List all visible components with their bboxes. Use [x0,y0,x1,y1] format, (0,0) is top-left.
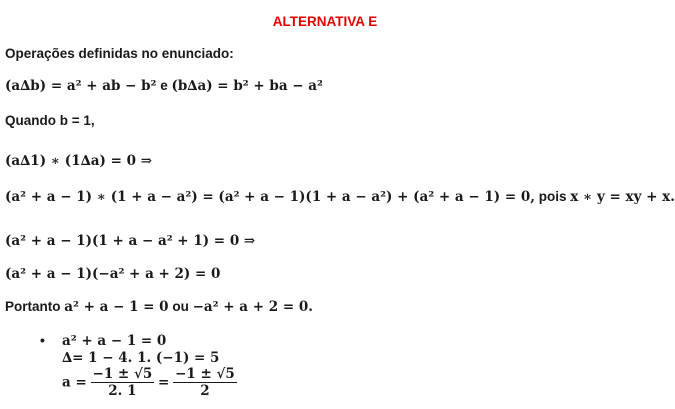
op-ba-formula: (b∆a) = b² + ba − a² [171,78,323,94]
intro-label: Operações definidas no enunciado: [5,46,234,61]
roots-fraction-1-numerator: −1 ± √5 [92,366,153,382]
roots-fraction-1 [91,366,155,399]
bullet-marker: • [40,332,45,348]
bullet-equation [62,333,166,349]
roots-lhs: a = [62,374,87,391]
star-definition: x ∗ y = xy + x. [570,189,675,205]
condition-label: Quando b = 1, [5,113,95,128]
operations-definition [5,78,323,94]
equation-4-text: (a² + a − 1)(−a² + a + 2) = 0 [5,266,221,282]
discriminant [62,350,219,366]
intro-text [5,46,234,61]
op-ab-formula: (a∆b) = a² + ab − b² [5,78,157,94]
conclusion [5,299,313,315]
roots-fraction-2 [173,366,237,399]
roots-formula [62,366,237,399]
equation-2 [5,189,675,205]
conjunction-e: e [156,78,172,93]
equation-1-text: (a∆1) ∗ (1∆a) = 0 ⇒ [5,153,153,169]
conclusion-prefix: Portanto [5,299,65,314]
discriminant-text: ∆= 1 − 4. 1. (−1) = 5 [62,350,220,366]
conclusion-eq-2: −a² + a + 2 = 0. [192,299,313,315]
conjunction-pois: pois [534,189,571,204]
roots-fraction-2-denominator: 2 [200,383,210,399]
condition-text [5,113,95,128]
conjunction-ou: ou [168,299,193,314]
answer-title: ALTERNATIVA E [272,14,378,29]
equation-3 [5,233,255,249]
equation-3-text: (a² + a − 1)(1 + a − a² + 1) = 0 ⇒ [5,233,256,249]
equation-2-text: (a² + a − 1) ∗ (1 + a − a²) = (a² + a − 1)(1 + a − a²) + (a² + a − 1) = 0, [5,189,535,205]
equation-1 [5,153,152,169]
bullet-equation-text: a² + a − 1 = 0 [62,333,167,349]
conclusion-eq-1: a² + a − 1 = 0 [64,299,169,315]
roots-fraction-2-numerator: −1 ± √5 [175,366,235,382]
equation-4 [5,266,220,282]
roots-fraction-1-denominator: 2. 1 [108,383,137,399]
roots-equals: = [157,374,170,391]
